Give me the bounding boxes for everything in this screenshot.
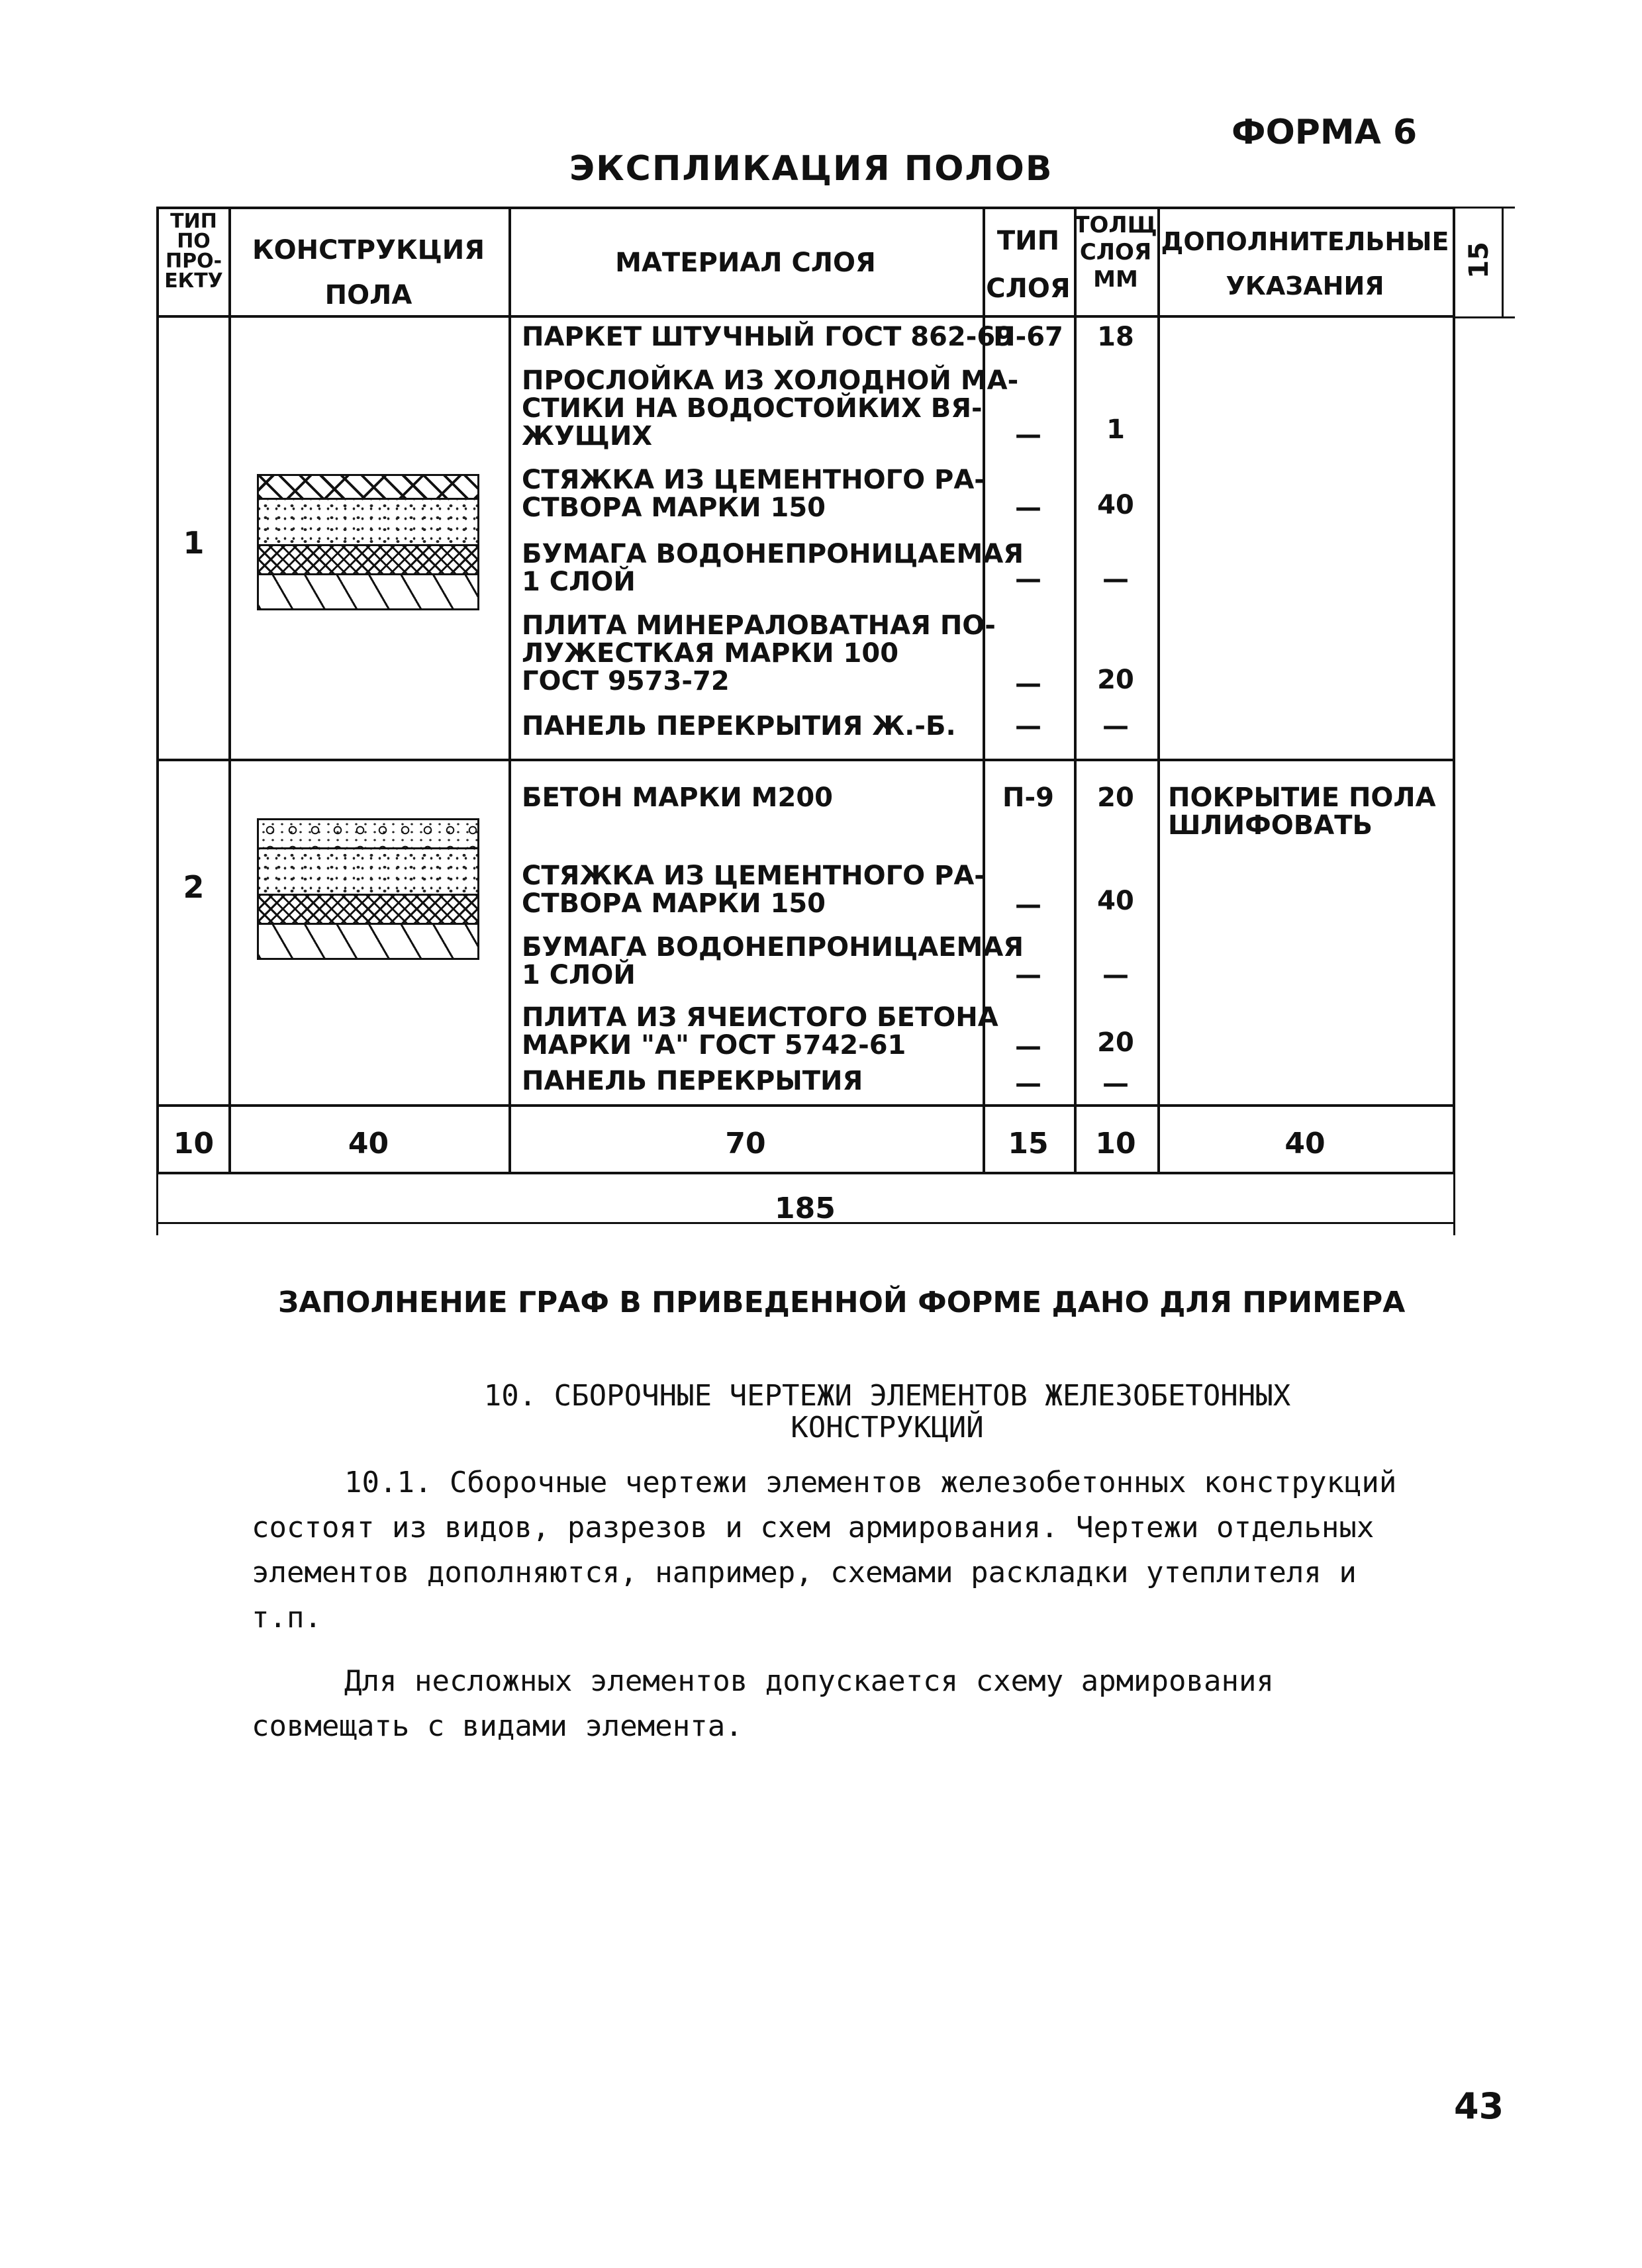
- row1-layertype-2: —: [1015, 420, 1041, 450]
- layer-slab: [259, 575, 477, 608]
- layer-aerated-slab: [259, 925, 477, 958]
- layer-screed: [259, 849, 477, 896]
- layer-paper: [259, 896, 477, 925]
- row1-thickness-1: 18: [1097, 322, 1134, 352]
- row2-material-4: ПЛИТА ИЗ ЯЧЕИСТОГО БЕТОНА МАРКИ "А" ГОСТ 5742-61: [522, 1002, 998, 1061]
- width-col1: 10: [173, 1127, 215, 1160]
- floor-construction-drawing-1: [257, 474, 479, 610]
- page-title: ЭКСПЛИКАЦИЯ ПОЛОВ: [569, 149, 1053, 189]
- header-dim-line: [1502, 207, 1504, 318]
- header-dim-tick-bottom: [1455, 316, 1515, 318]
- row1-thickness-6: —: [1102, 711, 1129, 741]
- row1-thickness-5: 20: [1097, 665, 1134, 695]
- row2-layertype-5: —: [1015, 1068, 1041, 1099]
- row1-material-5: ПЛИТА МИНЕРАЛОВАТНАЯ ПО- ЛУЖЕСТКАЯ МАРКИ 100 ГОСТ 9573-72: [522, 610, 996, 696]
- header-layer-type: ТИП СЛОЯ: [986, 226, 1071, 304]
- total-dim-tick-left: [156, 1172, 158, 1235]
- row2-thickness-1: 20: [1097, 782, 1134, 813]
- section-paragraph-1: 10.1. Сборочные чертежи элементов железобетонных конструкций состоят из видов, разрезов и схем армирования. Чертежи отдельных элементов дополняются, например, схемами раскладки утеплителя и т.п.: [252, 1466, 1397, 1634]
- row2-material-3: БУМАГА ВОДОНЕПРОНИЦАЕМАЯ 1 СЛОЙ: [522, 932, 1024, 990]
- row1-layertype-5: —: [1015, 669, 1041, 699]
- row2-layertype-3: —: [1015, 960, 1041, 990]
- width-col5: 10: [1095, 1127, 1136, 1160]
- row1-type: 1: [183, 525, 205, 561]
- row1-thickness-4: —: [1102, 564, 1129, 594]
- floor-construction-drawing-2: [257, 818, 479, 960]
- fill-note: ЗАПОЛНЕНИЕ ГРАФ В ПРИВЕДЕННОЙ ФОРМЕ ДАНО ДЛЯ ПРИМЕРА: [278, 1286, 1406, 1319]
- header-dim-value: 15: [1463, 242, 1494, 279]
- layer-insulation: [259, 546, 477, 575]
- layer-concrete: [259, 820, 477, 849]
- row2-notes: ПОКРЫТИЕ ПОЛА ШЛИФОВАТЬ: [1168, 782, 1436, 841]
- row2-thickness-5: —: [1102, 1068, 1129, 1099]
- col-divider: [228, 209, 231, 1172]
- row1-material-6: ПАНЕЛЬ ПЕРЕКРЫТИЯ Ж.-Б.: [522, 711, 956, 741]
- row2-material-1: БЕТОН МАРКИ М200: [522, 782, 833, 813]
- row1-thickness-3: 40: [1097, 490, 1134, 520]
- col-divider: [508, 209, 511, 1172]
- header-thickness: ТОЛЩ СЛОЯ ММ: [1074, 212, 1157, 293]
- width-col4: 15: [1008, 1127, 1049, 1160]
- row1-layertype-4: —: [1015, 564, 1041, 594]
- row2-type: 2: [183, 869, 205, 905]
- section-heading: 10. СБОРОЧНЫЕ ЧЕРТЕЖИ ЭЛЕМЕНТОВ ЖЕЛЕЗОБЕТОННЫХ КОНСТРУКЦИЙ: [483, 1379, 1291, 1444]
- row1-layertype-1: П-67: [993, 322, 1063, 352]
- width-col3: 70: [725, 1127, 766, 1160]
- header-notes: ДОПОЛНИТЕЛЬНЫЕ УКАЗАНИЯ: [1161, 227, 1449, 301]
- row2-material-5: ПАНЕЛЬ ПЕРЕКРЫТИЯ: [522, 1066, 863, 1096]
- row2-thickness-4: 20: [1097, 1027, 1134, 1058]
- section-paragraph-2: Для несложных элементов допускается схему армирования совмещать с видами элемента.: [252, 1664, 1274, 1743]
- header-dim-tick-top: [1455, 207, 1515, 209]
- floor-explication-table: [156, 207, 1455, 1174]
- width-col2: 40: [348, 1127, 389, 1160]
- row2-material-2: СТЯЖКА ИЗ ЦЕМЕНТНОГО РА- СТВОРА МАРКИ 150: [522, 861, 985, 919]
- row2-thickness-3: —: [1102, 960, 1129, 990]
- layer-screed: [259, 500, 477, 546]
- width-col6: 40: [1284, 1127, 1326, 1160]
- page-number: 43: [1454, 2085, 1504, 2127]
- header-material: МАТЕРИАЛ СЛОЯ: [615, 248, 876, 278]
- row2-thickness-2: 40: [1097, 886, 1134, 916]
- row1-material-2: ПРОСЛОЙКА ИЗ ХОЛОДНОЙ МА- СТИКИ НА ВОДОСТОЙКИХ ВЯ- ЖУЩИХ: [522, 365, 1019, 451]
- form-label: ФОРМА 6: [1232, 113, 1418, 152]
- row1-material-4: БУМАГА ВОДОНЕПРОНИЦАЕМАЯ 1 СЛОЙ: [522, 539, 1024, 597]
- col-divider: [1157, 209, 1160, 1172]
- row2-layertype-4: —: [1015, 1031, 1041, 1062]
- row1-thickness-2: 1: [1106, 414, 1125, 445]
- row1-layertype-3: —: [1015, 493, 1041, 523]
- header-type-project: ТИП ПО ПРО- ЕКТУ: [164, 210, 223, 293]
- row1-layertype-6: —: [1015, 711, 1041, 741]
- total-width: 185: [775, 1192, 836, 1225]
- layer-parquet: [259, 476, 477, 500]
- row1-material-3: СТЯЖКА ИЗ ЦЕМЕНТНОГО РА- СТВОРА МАРКИ 150: [522, 465, 985, 523]
- row-divider: [159, 759, 1453, 761]
- total-dim-tick-right: [1453, 1172, 1455, 1235]
- row-divider: [159, 1104, 1453, 1107]
- row2-layertype-2: —: [1015, 890, 1041, 920]
- header-construction: КОНСТРУКЦИЯ ПОЛА: [252, 235, 485, 310]
- row1-material-1: ПАРКЕТ ШТУЧНЫЙ ГОСТ 862-69: [522, 322, 1014, 352]
- row2-layertype-1: П-9: [1002, 782, 1054, 813]
